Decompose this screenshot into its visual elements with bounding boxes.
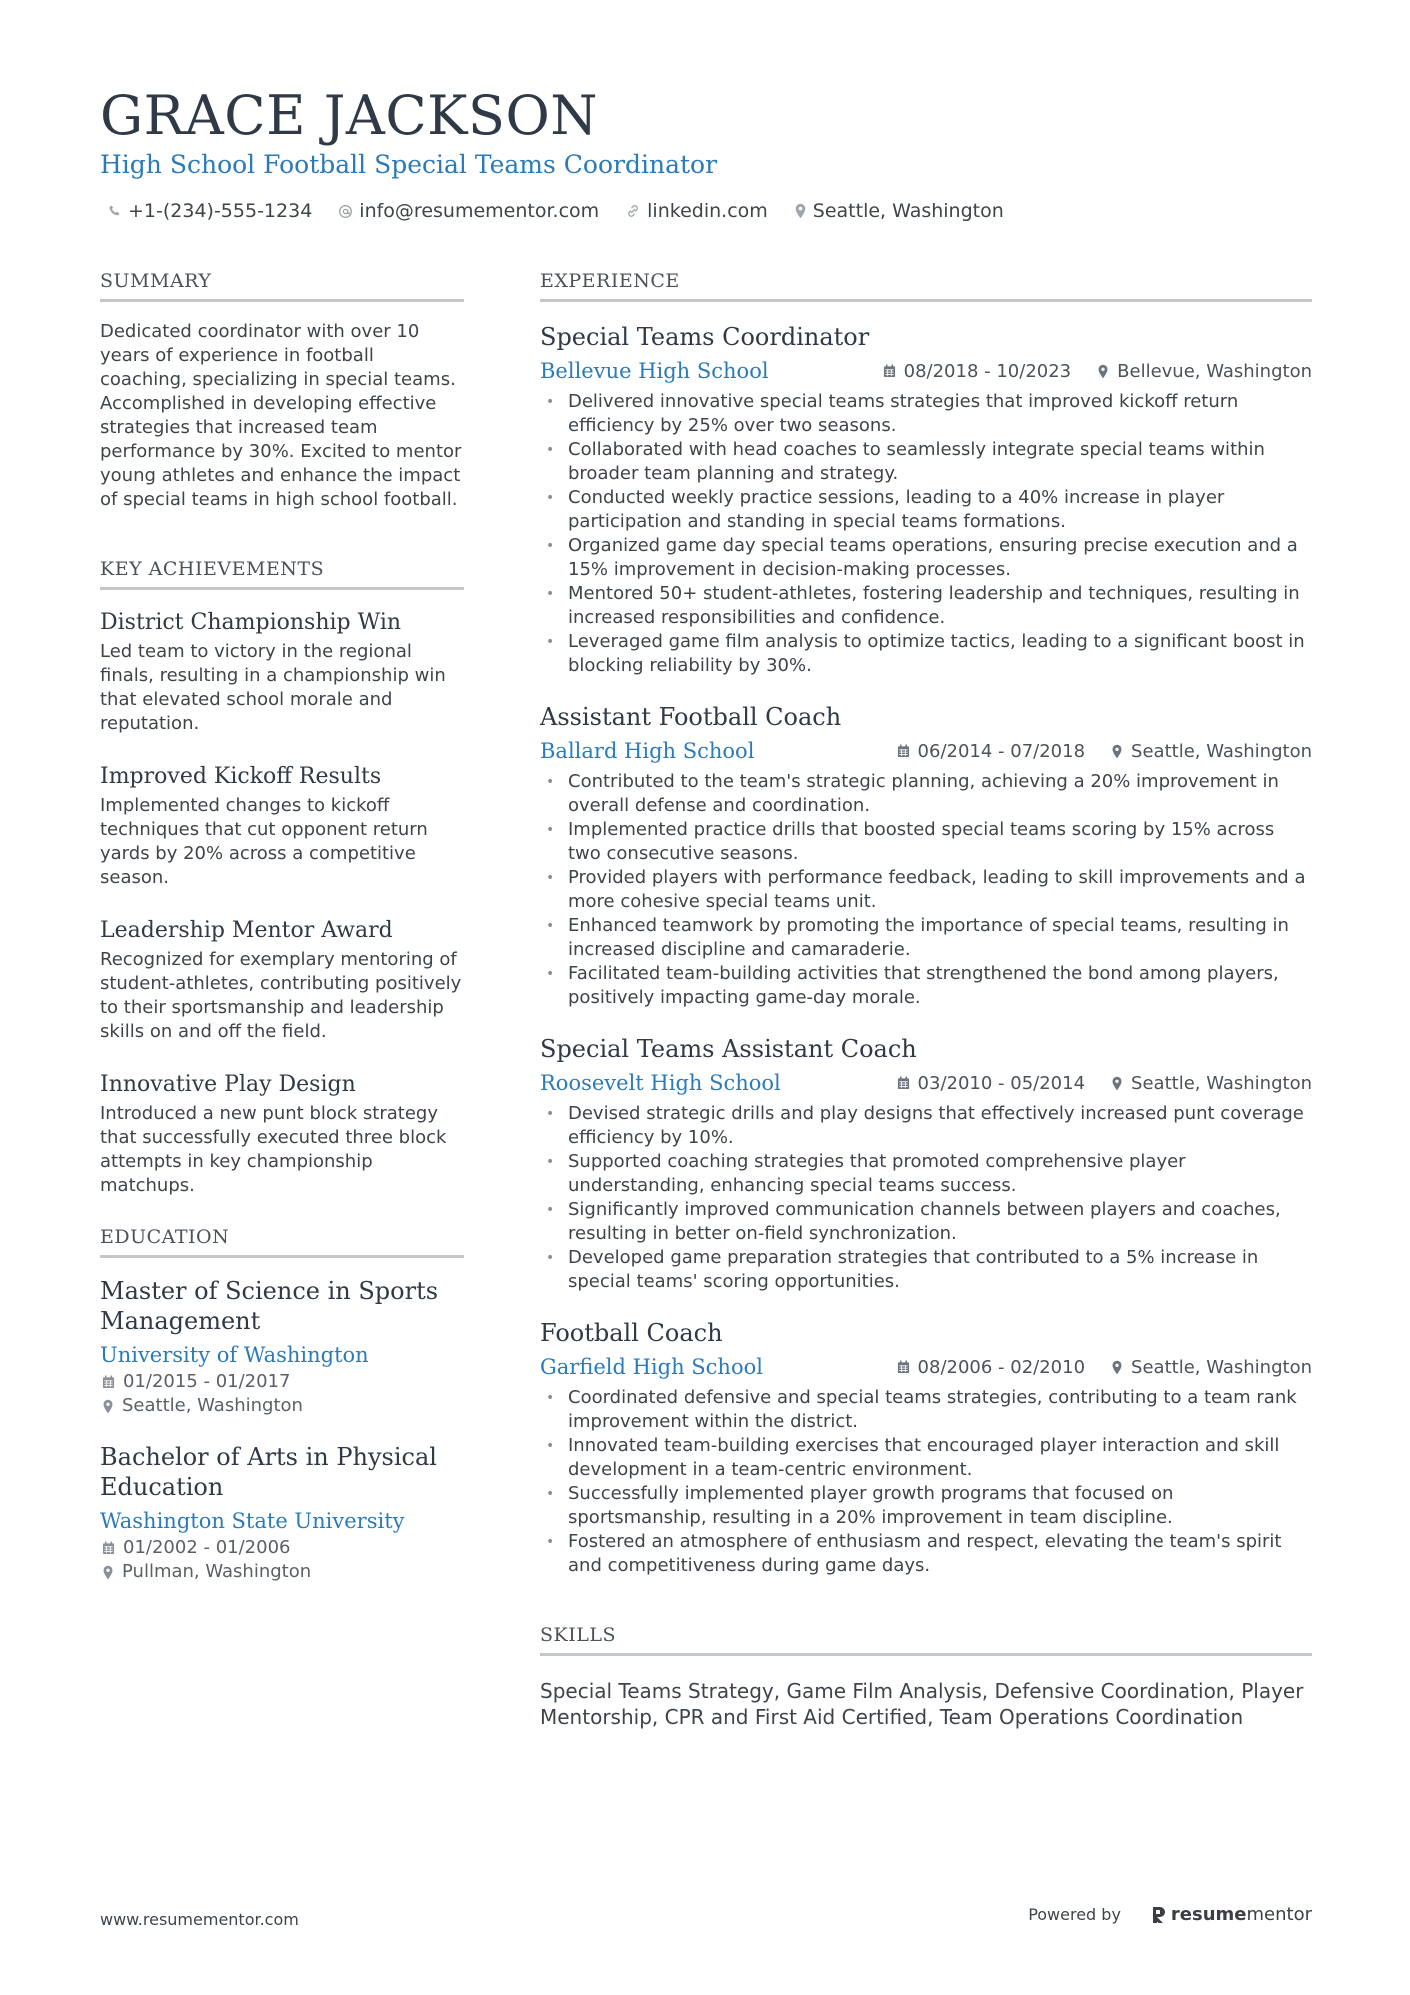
experience-bullet: • Innovated team-building exercises that encouraged player interaction and skill development in a team-centric environment. xyxy=(540,1434,1312,1482)
contact-email-text: info@resumementor.com xyxy=(359,200,600,222)
experience-bullet: • Implemented practice drills that boosted special teams scoring by 15% across two consecutive seasons. xyxy=(540,818,1312,866)
contact-email[interactable] xyxy=(338,200,599,222)
contact-location xyxy=(794,200,1004,222)
achievement-title: Innovative Play Design xyxy=(100,1072,356,1097)
experience-dates-text: 08/2018 - 10/2023 xyxy=(903,360,1072,382)
education-school: University of Washington xyxy=(100,1343,369,1367)
experience-dates xyxy=(897,1073,1086,1094)
map-pin-icon xyxy=(1111,1076,1123,1091)
experience-role: Football Coach xyxy=(540,1319,723,1347)
experience-role: Special Teams Assistant Coach xyxy=(540,1035,917,1063)
experience-meta xyxy=(897,1357,1312,1378)
achievement-text: Recognized for exemplary mentoring of student-athletes, contributing positively to their sportsmanship and leadership skills on and off the field. xyxy=(100,949,462,1042)
experience-meta-row xyxy=(540,1068,1312,1098)
experience-role: Assistant Football Coach xyxy=(540,703,842,731)
achievement-item xyxy=(100,1070,464,1198)
education-location xyxy=(100,1560,464,1584)
calendar-icon xyxy=(897,1076,910,1090)
candidate-name: GRACE JACKSON xyxy=(100,84,599,147)
experience-bullets xyxy=(540,1102,1312,1294)
experience-meta xyxy=(883,361,1312,382)
experience-location-text: Bellevue, Washington xyxy=(1117,360,1312,382)
experience-item xyxy=(540,1032,1312,1294)
achievement-item xyxy=(100,916,464,1044)
education-item xyxy=(100,1442,464,1584)
education-dates-text: 01/2002 - 01/2006 xyxy=(123,1537,291,1558)
experience-bullets xyxy=(540,1386,1312,1578)
experience-bullet: • Delivered innovative special teams strategies that improved kickoff return efficiency by 25% over two seasons. xyxy=(540,390,1312,438)
experience-bullet: • Conducted weekly practice sessions, leading to a 40% increase in player participation and standing in special teams formations. xyxy=(540,486,1312,534)
skills-text: Special Teams Strategy, Game Film Analysis, Defensive Coordination, Player Mentorship, CPR and First Aid Certified, Team Operations Coordination xyxy=(540,1679,1304,1729)
experience-item xyxy=(540,700,1312,1010)
experience-dates-text: 06/2014 - 07/2018 xyxy=(917,740,1086,762)
experience-bullet: • Supported coaching strategies that promoted comprehensive player understanding, enhancing special teams success. xyxy=(540,1150,1312,1198)
education-dates xyxy=(100,1370,464,1394)
map-pin-icon xyxy=(1097,364,1109,379)
summary-heading: SUMMARY xyxy=(100,268,464,302)
achievement-item xyxy=(100,608,464,736)
map-pin-icon xyxy=(1111,744,1123,759)
brand-name-light: mentor xyxy=(1246,1904,1312,1925)
education-location-text: Seattle, Washington xyxy=(122,1395,303,1416)
experience-bullets xyxy=(540,770,1312,1010)
education-dates xyxy=(100,1536,464,1560)
calendar-icon xyxy=(102,1541,115,1555)
experience-bullet: • Mentored 50+ student-athletes, fostering leadership and techniques, resulting in increased responsibilities and confidence. xyxy=(540,582,1312,630)
experience-company: Roosevelt High School xyxy=(540,1071,781,1095)
achievement-text: Led team to victory in the regional finals, resulting in a championship win that elevated school morale and reputation. xyxy=(100,641,446,734)
skills-section xyxy=(540,1622,1312,1730)
experience-bullet: • Provided players with performance feedback, leading to skill improvements and a more cohesive special teams unit. xyxy=(540,866,1312,914)
experience-company: Garfield High School xyxy=(540,1355,763,1379)
right-column xyxy=(540,268,1312,1730)
education-school: Washington State University xyxy=(100,1509,405,1533)
experience-meta-row xyxy=(540,1352,1312,1382)
brand-logo-icon xyxy=(1151,1905,1167,1925)
calendar-icon xyxy=(897,1360,910,1374)
skills-heading: SKILLS xyxy=(540,1622,1312,1656)
phone-icon xyxy=(108,204,122,218)
experience-dates xyxy=(897,741,1086,762)
achievements-section xyxy=(100,556,464,1198)
experience-bullet: • Developed game preparation strategies that contributed to a 5% increase in special teams' scoring opportunities. xyxy=(540,1246,1312,1294)
map-pin-icon xyxy=(102,1399,114,1414)
experience-bullet: • Successfully implemented player growth programs that focused on sportsmanship, resulting in a 20% improvement in team discipline. xyxy=(540,1482,1312,1530)
experience-bullet: • Facilitated team-building activities that strengthened the bond among players, positively impacting game-day morale. xyxy=(540,962,1312,1010)
experience-item xyxy=(540,320,1312,678)
experience-heading: EXPERIENCE xyxy=(540,268,1312,302)
map-pin-icon xyxy=(1111,1360,1123,1375)
contact-linkedin-text: linkedin.com xyxy=(647,200,768,222)
education-heading: EDUCATION xyxy=(100,1224,464,1258)
achievements-heading: KEY ACHIEVEMENTS xyxy=(100,556,464,590)
education-location-text: Pullman, Washington xyxy=(122,1561,312,1582)
experience-location-text: Seattle, Washington xyxy=(1131,740,1312,762)
education-dates-text: 01/2015 - 01/2017 xyxy=(123,1371,291,1392)
achievement-text: Implemented changes to kickoff techniques that cut opponent return yards by 20% across a competitive season. xyxy=(100,795,428,888)
at-icon xyxy=(338,204,353,219)
experience-bullet: • Enhanced teamwork by promoting the importance of special teams, resulting in increased discipline and camaraderie. xyxy=(540,914,1312,962)
experience-dates-text: 08/2006 - 02/2010 xyxy=(917,1356,1086,1378)
experience-dates-text: 03/2010 - 05/2014 xyxy=(917,1072,1086,1094)
experience-location xyxy=(1111,1357,1312,1378)
experience-dates xyxy=(883,361,1072,382)
map-pin-icon xyxy=(102,1565,114,1580)
experience-bullet: • Organized game day special teams operations, ensuring precise execution and a 15% improvement in decision-making processes. xyxy=(540,534,1312,582)
footer-brand xyxy=(1028,1904,1312,1925)
experience-bullet: • Devised strategic drills and play designs that effectively increased punt coverage efficiency by 10%. xyxy=(540,1102,1312,1150)
candidate-title: High School Football Special Teams Coordinator xyxy=(100,150,718,179)
link-icon xyxy=(625,203,641,219)
experience-location xyxy=(1097,361,1312,382)
experience-bullet: • Leveraged game film analysis to optimize tactics, leading to a significant boost in blocking reliability by 30%. xyxy=(540,630,1312,678)
map-pin-icon xyxy=(794,203,807,219)
experience-dates xyxy=(897,1357,1086,1378)
calendar-icon xyxy=(897,744,910,758)
achievement-title: Improved Kickoff Results xyxy=(100,764,382,789)
summary-text: Dedicated coordinator with over 10 years of experience in football coaching, specializing in special teams. Accomplished in developing effective strategies that increased team performance by 30%. Excited to mentor young athletes and enhance the impact of special teams in high school football. xyxy=(100,321,462,510)
experience-item xyxy=(540,1316,1312,1578)
education-item xyxy=(100,1276,464,1418)
experience-location-text: Seattle, Washington xyxy=(1131,1356,1312,1378)
experience-bullet: • Collaborated with head coaches to seamlessly integrate special teams within broader team planning and strategy. xyxy=(540,438,1312,486)
contact-phone-text: +1-(234)-555-1234 xyxy=(128,200,313,222)
experience-role: Special Teams Coordinator xyxy=(540,323,870,351)
powered-by-label: Powered by xyxy=(1028,1905,1121,1924)
experience-company: Ballard High School xyxy=(540,739,755,763)
contact-linkedin[interactable] xyxy=(625,200,768,222)
calendar-icon xyxy=(883,364,896,378)
experience-meta xyxy=(897,741,1312,762)
contact-phone[interactable] xyxy=(108,200,312,222)
experience-meta-row xyxy=(540,736,1312,766)
education-degree: Master of Science in Sports Management xyxy=(100,1277,439,1335)
contact-bar xyxy=(108,200,1030,222)
education-degree: Bachelor of Arts in Physical Education xyxy=(100,1443,437,1501)
experience-location xyxy=(1111,1073,1312,1094)
education-location xyxy=(100,1394,464,1418)
brand-name-bold: resume xyxy=(1170,1904,1247,1925)
contact-location-text: Seattle, Washington xyxy=(812,200,1004,222)
education-section xyxy=(100,1224,464,1584)
resumementor-logo[interactable] xyxy=(1151,1904,1312,1925)
achievement-title: District Championship Win xyxy=(100,610,402,635)
experience-bullets xyxy=(540,390,1312,678)
experience-location-text: Seattle, Washington xyxy=(1131,1072,1312,1094)
left-column xyxy=(100,268,464,1608)
achievement-item xyxy=(100,762,464,890)
calendar-icon xyxy=(102,1375,115,1389)
achievement-text: Introduced a new punt block strategy that successfully executed three block attempts in key championship matchups. xyxy=(100,1103,447,1196)
experience-company: Bellevue High School xyxy=(540,359,769,383)
experience-meta-row xyxy=(540,356,1312,386)
experience-bullet: • Contributed to the team's strategic planning, achieving a 20% improvement in overall defense and coordination. xyxy=(540,770,1312,818)
experience-meta xyxy=(897,1073,1312,1094)
achievement-title: Leadership Mentor Award xyxy=(100,918,393,943)
experience-bullet: • Coordinated defensive and special teams strategies, contributing to a team rank improvement within the district. xyxy=(540,1386,1312,1434)
summary-section xyxy=(100,268,464,512)
experience-bullet: • Significantly improved communication channels between players and coaches, resulting in better on-field synchronization. xyxy=(540,1198,1312,1246)
experience-location xyxy=(1111,741,1312,762)
experience-bullet: • Fostered an atmosphere of enthusiasm and respect, elevating the team's spirit and competitiveness during game days. xyxy=(540,1530,1312,1578)
footer-website[interactable]: www.resumementor.com xyxy=(100,1910,299,1929)
